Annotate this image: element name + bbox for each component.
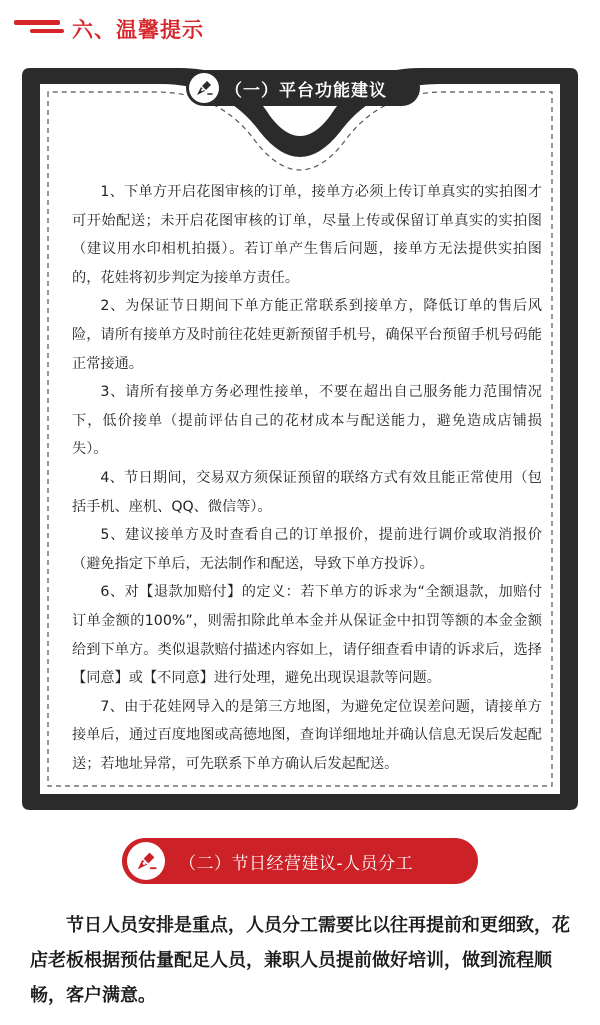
tip-paragraph: 1、下单方开启花图审核的订单，接单方必须上传订单真实的实拍图才可开始配送；未开启花图审核的订单，尽量上传或保留订单真实的实拍图（建议用水印相机拍摄）。若订单产生售后问题，接单方无法提供实拍图的，花娃将初步判定为接单方责任。 <box>72 184 542 286</box>
tip-paragraph: 2、为保证节日期间下单方能正常联系到接单方，降低订单的售后风险，请所有接单方及时前往花娃更新预留手机号，确保平台预留手机号码能正常接通。 <box>72 298 542 372</box>
pen-icon <box>127 842 165 880</box>
advice-paragraph: 节日人员安排是重点，人员分工需要比以往再提前和更细致，花店老板根据预估量配足人员，兼职人员提前做好培训，做到流程顺畅，客户满意。 <box>30 915 570 1006</box>
staffing-advice <box>30 908 572 1013</box>
subsection-pill-staffing <box>122 838 478 884</box>
heading-decoration-lines <box>14 20 64 40</box>
pen-icon <box>189 73 219 103</box>
subsection-title: （二）节日经营建议-人员分工 <box>179 853 414 874</box>
tip-paragraph: 4、节日期间，交易双方须保证预留的联络方式有效且能正常使用（包括手机、座机、QQ、微信等）。 <box>72 469 542 515</box>
section-header <box>0 8 600 48</box>
tips-list <box>72 178 542 778</box>
tip-paragraph: 7、由于花娃网导入的是第三方地图，为避免定位误差问题，请接单方接单后，通过百度地图或高德地图，查询详细地址并确认信息无误后发起配送；若地址异常，可先联系下单方确认后发起配送。 <box>72 698 542 772</box>
tip-paragraph: 6、对【退款加赔付】的定义：若下单方的诉求为“全额退款，加赔付订单金额的100%”，则需扣除此单本金并从保证金中扣罚等额的本金金额给到下单方。类似退款赔付描述内容如上，请仔细查看申请的诉求后，选择【同意】或【不同意】进行处理，避免出现误退款等问题。 <box>72 584 542 687</box>
section-title: 六、温馨提示 <box>72 18 204 42</box>
subsection-pill-platform <box>186 70 420 106</box>
subsection-title: （一）平台功能建议 <box>225 80 387 101</box>
tip-paragraph: 3、请所有接单方务必理性接单，不要在超出自己服务能力范围情况下，低价接单（提前评估自己的花材成本与配送能力，避免造成店铺损失）。 <box>72 384 542 458</box>
tip-paragraph: 5、建议接单方及时查看自己的订单报价，提前进行调价或取消报价（避免指定下单后，无法制作和配送，导致下单方投诉）。 <box>72 527 542 572</box>
